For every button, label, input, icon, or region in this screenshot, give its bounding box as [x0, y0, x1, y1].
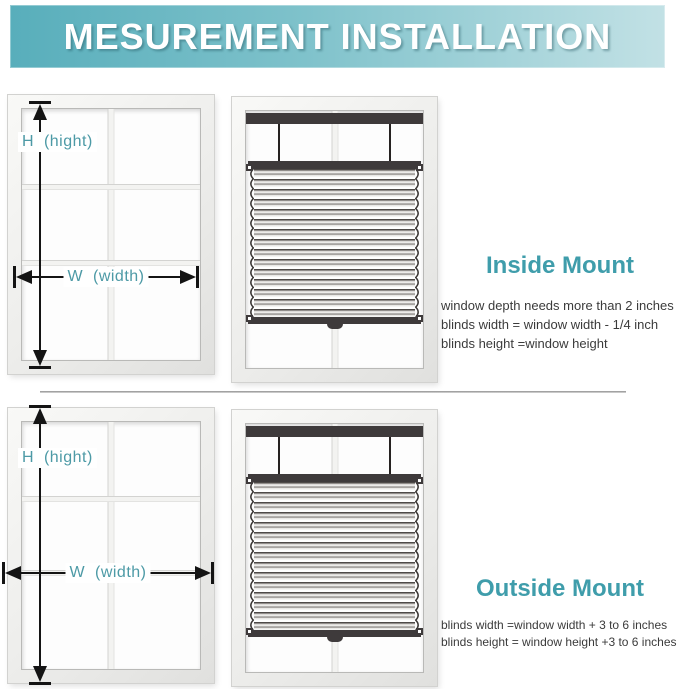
outside-mount-heading: Outside Mount: [476, 575, 644, 602]
window-with-blinds-outside: [232, 410, 437, 686]
bottomrail-endcap: [416, 628, 423, 635]
window-with-blinds-inside: [232, 97, 437, 382]
inside-mount-section: [0, 85, 679, 391]
outside-mount-text: [441, 575, 679, 651]
outside-mount-section: [0, 398, 679, 689]
height-label: H (hight): [18, 132, 97, 152]
window-mullion-vertical: [108, 422, 115, 669]
instruction-line: blinds width = window width - 1/4 inch: [441, 317, 659, 332]
blind-bottom-rail: [248, 630, 421, 637]
bottomrail-endcap: [246, 315, 253, 322]
pleated-blind: [248, 474, 421, 637]
section-divider: [40, 391, 626, 393]
blind-headrail: [248, 161, 421, 169]
blind-headrail: [248, 474, 421, 482]
height-label: H (hight): [18, 448, 97, 468]
width-arrow: [2, 562, 214, 584]
header-banner: [10, 5, 665, 68]
pleat-edge-right: [415, 169, 421, 317]
width-label: W (width): [64, 267, 149, 287]
window-mullion-vertical: [108, 109, 115, 360]
width-arrow: [13, 266, 199, 288]
lift-cord: [389, 124, 391, 162]
lift-cord: [278, 437, 280, 475]
valance-bar: [246, 113, 423, 124]
instruction-line: blinds height = window height +3 to 6 inches: [441, 635, 677, 649]
width-label: W (width): [66, 563, 151, 583]
bottomrail-endcap: [416, 315, 423, 322]
page-title: MESUREMENT INSTALLATION: [63, 15, 612, 57]
headrail-endcap: [416, 164, 423, 171]
instruction-line: blinds width =window width + 3 to 6 inches: [441, 618, 668, 632]
window-glass: [245, 110, 424, 369]
bottomrail-endcap: [246, 628, 253, 635]
height-arrow: [29, 405, 51, 685]
headrail-endcap: [246, 477, 253, 484]
inside-mount-text: [441, 252, 679, 353]
pull-tab: [327, 324, 343, 329]
pleat-edge-right: [415, 482, 421, 630]
headrail-endcap: [416, 477, 423, 484]
headrail-endcap: [246, 164, 253, 171]
lift-cord: [389, 437, 391, 475]
blind-bottom-rail: [248, 317, 421, 324]
instruction-line: blinds height =window height: [441, 336, 608, 351]
pleated-shade: [254, 482, 415, 630]
pleated-blind: [248, 161, 421, 324]
instruction-line: window depth needs more than 2 inches: [441, 298, 674, 313]
window-glass: [245, 423, 424, 673]
pleated-shade: [254, 169, 415, 317]
lift-cord: [278, 124, 280, 162]
inside-mount-heading: Inside Mount: [486, 252, 634, 279]
valance-bar: [246, 426, 423, 437]
pleat-edge-left: [248, 169, 254, 317]
pleat-edge-left: [248, 482, 254, 630]
pull-tab: [327, 637, 343, 642]
